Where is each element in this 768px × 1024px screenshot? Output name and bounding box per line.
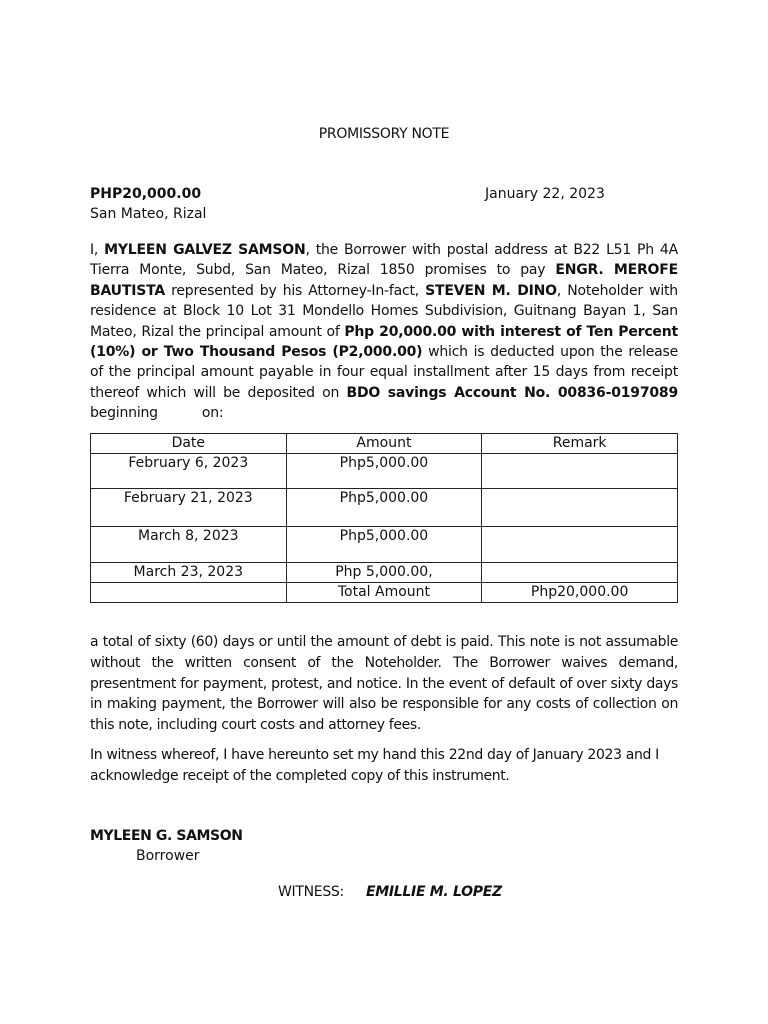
signer-role: Borrower bbox=[136, 848, 200, 864]
table-row bbox=[91, 489, 678, 527]
cell-total-label: Total Amount bbox=[286, 583, 482, 603]
terms-paragraph: a total of sixty (60) days or until the amount of debt is paid. This note is not assumable without the written consent of the Noteholder. The Borrower waives demand, presentment for payment, protest, and notice. In the event of default of over sixty days in making payment, the Borrower will also be responsible for any costs of collection on this note, including court costs and attorney fees. bbox=[90, 634, 678, 734]
cell-date: March 23, 2023 bbox=[91, 563, 287, 583]
principal-heading: PHP20,000.00 bbox=[90, 186, 202, 202]
document-date: January 22, 2023 bbox=[485, 186, 605, 202]
text-segment: represented by his Attorney-In-fact, bbox=[164, 282, 426, 299]
table-total-row bbox=[91, 583, 678, 603]
borrower-name: MYLEEN GALVEZ SAMSON bbox=[104, 242, 306, 258]
cell-amount: Php5,000.00 bbox=[286, 527, 482, 563]
column-header-remark: Remark bbox=[482, 434, 678, 454]
cell-date: March 8, 2023 bbox=[91, 527, 287, 563]
text-segment: beginning bbox=[90, 405, 158, 422]
text-segment: I, bbox=[90, 242, 105, 258]
cell-amount: Php 5,000.00, bbox=[286, 563, 482, 583]
cell-remark bbox=[482, 489, 678, 527]
table-row bbox=[91, 563, 678, 583]
lender-name: ENGR. MEROFE BAUTISTA bbox=[90, 262, 678, 299]
bank-account: BDO savings Account No. 00836-0197089 bbox=[346, 384, 678, 401]
text-segment: , Noteholder with residence at Block 10 Lot 31 Mondello Homes Subdivision, Guitnang Bayan 1, San Mateo, Rizal the principal amount of bbox=[90, 282, 678, 340]
witness-label: WITNESS: bbox=[278, 884, 344, 900]
agreement-paragraph bbox=[90, 240, 678, 424]
document-place: San Mateo, Rizal bbox=[90, 206, 207, 222]
text-segment: on: bbox=[201, 405, 224, 422]
table-row bbox=[91, 454, 678, 489]
column-header-amount: Amount bbox=[286, 434, 482, 454]
cell-amount: Php5,000.00 bbox=[286, 489, 482, 527]
document-title: PROMISSORY NOTE bbox=[318, 126, 450, 142]
cell-date: February 6, 2023 bbox=[91, 454, 287, 489]
table-row bbox=[91, 527, 678, 563]
cell-remark bbox=[482, 454, 678, 489]
witness-paragraph: In witness whereof, I have hereunto set my hand this 22nd day of January 2023 and I acknowledge receipt of the completed copy of this instrument. bbox=[90, 747, 659, 784]
signer-name: MYLEEN G. SAMSON bbox=[90, 828, 243, 844]
cell-total-value: Php20,000.00 bbox=[482, 583, 678, 603]
text-segment: which is deducted upon the release of the principal amount payable in four equal installment after 15 days from receipt thereof which will be deposited on bbox=[90, 344, 679, 401]
cell-remark bbox=[482, 563, 678, 583]
cell-date: February 21, 2023 bbox=[91, 489, 287, 527]
cell-amount: Php5,000.00 bbox=[286, 454, 482, 489]
amount-terms: Php 20,000.00 with interest of Ten Percent (10%) or Two Thousand Pesos (P2,000.00) bbox=[90, 323, 678, 361]
cell-date bbox=[91, 583, 287, 603]
column-header-date: Date bbox=[91, 434, 287, 454]
text-segment: , the Borrower with postal address at B22 L51 Ph 4A Tierra Monte, Subd, San Mateo, Rizal 1850 promises to pay bbox=[90, 242, 678, 279]
cell-remark bbox=[482, 527, 678, 563]
witness-name: EMILLIE M. LOPEZ bbox=[366, 884, 502, 900]
attorney-name: STEVEN M. DINO bbox=[425, 282, 557, 299]
table-header-row bbox=[91, 434, 678, 454]
payment-schedule-table bbox=[90, 433, 678, 603]
